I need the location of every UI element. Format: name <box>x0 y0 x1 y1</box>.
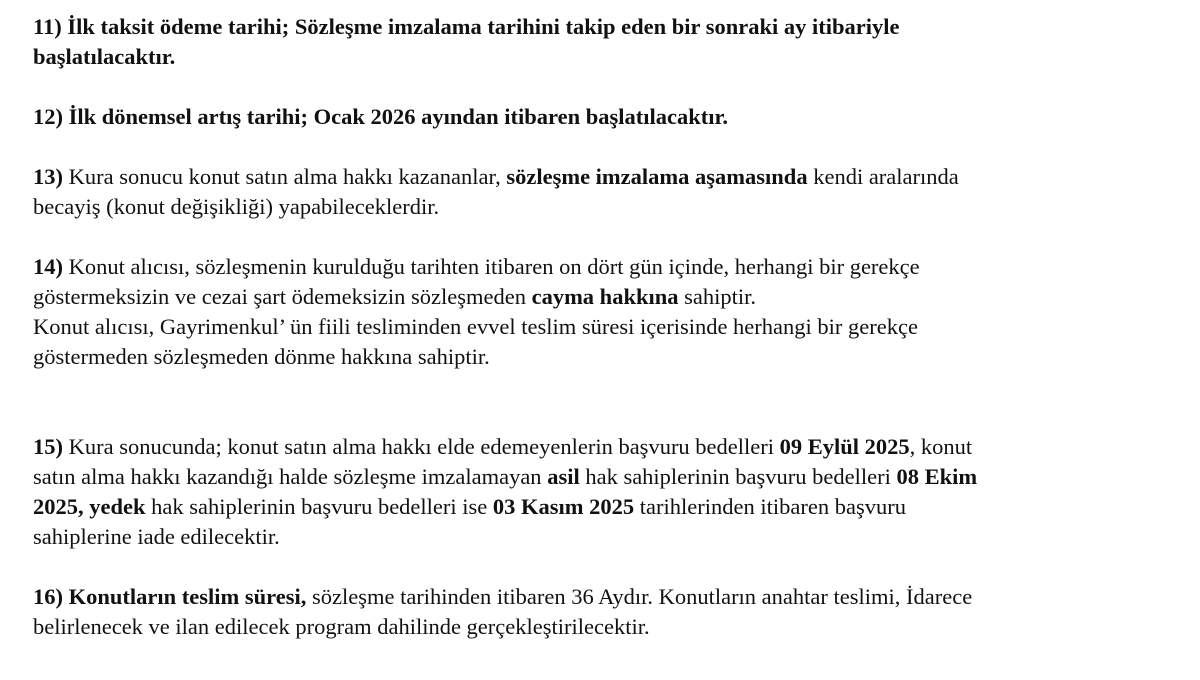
text-run: göstermeksizin ve cezai şart ödemeksizin sözleşmeden <box>33 284 532 309</box>
text-run-bold: 12) İlk dönemsel artış tarihi; Ocak 2026 ayından itibaren başlatılacaktır. <box>33 104 729 129</box>
text-run: sahiptir. <box>678 284 756 309</box>
clause-line <box>33 522 1173 552</box>
text-run: hak sahiplerinin başvuru bedelleri ise <box>145 494 493 519</box>
clause-15 <box>33 432 1173 552</box>
text-run-bold: 2025, yedek <box>33 494 146 519</box>
clause-number: 15) <box>33 434 63 459</box>
text-run: sahiplerine iade edilecektir. <box>33 524 280 549</box>
clause-line <box>33 342 1173 372</box>
text-run: Konut alıcısı, sözleşmenin kurulduğu tarihten itibaren on dört gün içinde, herhangi bir gerekçe <box>63 254 920 279</box>
clause-line <box>33 312 1173 342</box>
text-run: hak sahiplerinin başvuru bedelleri <box>579 464 897 489</box>
clause-line <box>33 42 1173 72</box>
text-run: satın alma hakkı kazandığı halde sözleşme imzalamayan <box>33 464 548 489</box>
clause-line <box>33 12 1173 42</box>
clause-number: 13) <box>33 164 63 189</box>
clause-number: 14) <box>33 254 63 279</box>
text-run-bold: sözleşme imzalama aşamasında <box>506 164 808 189</box>
text-run: Konut alıcısı, Gayrimenkul’ ün fiili tesliminden evvel teslim süresi içerisinde herhangi bir gerekçe <box>33 314 918 339</box>
clause-11 <box>33 12 1173 72</box>
text-run-bold: 08 Ekim <box>896 464 978 489</box>
document-page <box>33 12 1173 642</box>
clause-line <box>33 612 1173 642</box>
clause-line <box>33 492 1173 522</box>
text-run: kendi aralarında <box>807 164 959 189</box>
text-run: tarihlerinden itibaren başvuru <box>634 494 906 519</box>
text-run-bold: başlatılacaktır. <box>33 44 176 69</box>
text-run: , konut <box>909 434 973 459</box>
clause-12 <box>33 102 1173 132</box>
text-run: sözleşme tarihinden itibaren 36 Aydır. Konutların anahtar teslimi, İdarece <box>306 584 973 609</box>
text-run-bold: 03 Kasım 2025 <box>492 494 635 519</box>
clause-line <box>33 252 1173 282</box>
text-run-bold: cayma hakkına <box>531 284 679 309</box>
text-run-bold: 09 Eylül 2025 <box>779 434 910 459</box>
clause-line <box>33 282 1173 312</box>
text-run: becayiş (konut değişikliği) yapabileceklerdir. <box>33 194 440 219</box>
text-run: göstermeden sözleşmeden dönme hakkına sahiptir. <box>33 344 490 369</box>
text-run-bold: 16) Konutların teslim süresi, <box>33 584 307 609</box>
clause-13 <box>33 162 1173 222</box>
text-run: Kura sonucu konut satın alma hakkı kazananlar, <box>63 164 507 189</box>
text-run-bold: 11) İlk taksit ödeme tarihi; Sözleşme imzalama tarihini takip eden bir sonraki ay itibariyle <box>33 14 900 39</box>
clause-line <box>33 432 1173 462</box>
text-run: Kura sonucunda; konut satın alma hakkı elde edemeyenlerin başvuru bedelleri <box>63 434 780 459</box>
clause-16 <box>33 582 1173 642</box>
clause-line <box>33 162 1173 192</box>
clause-line <box>33 102 1173 132</box>
text-run-bold: asil <box>547 464 580 489</box>
clause-line <box>33 462 1173 492</box>
clause-line <box>33 582 1173 612</box>
clause-line <box>33 192 1173 222</box>
text-run: belirlenecek ve ilan edilecek program dahilinde gerçekleştirilecektir. <box>33 614 650 639</box>
clause-14 <box>33 252 1173 372</box>
